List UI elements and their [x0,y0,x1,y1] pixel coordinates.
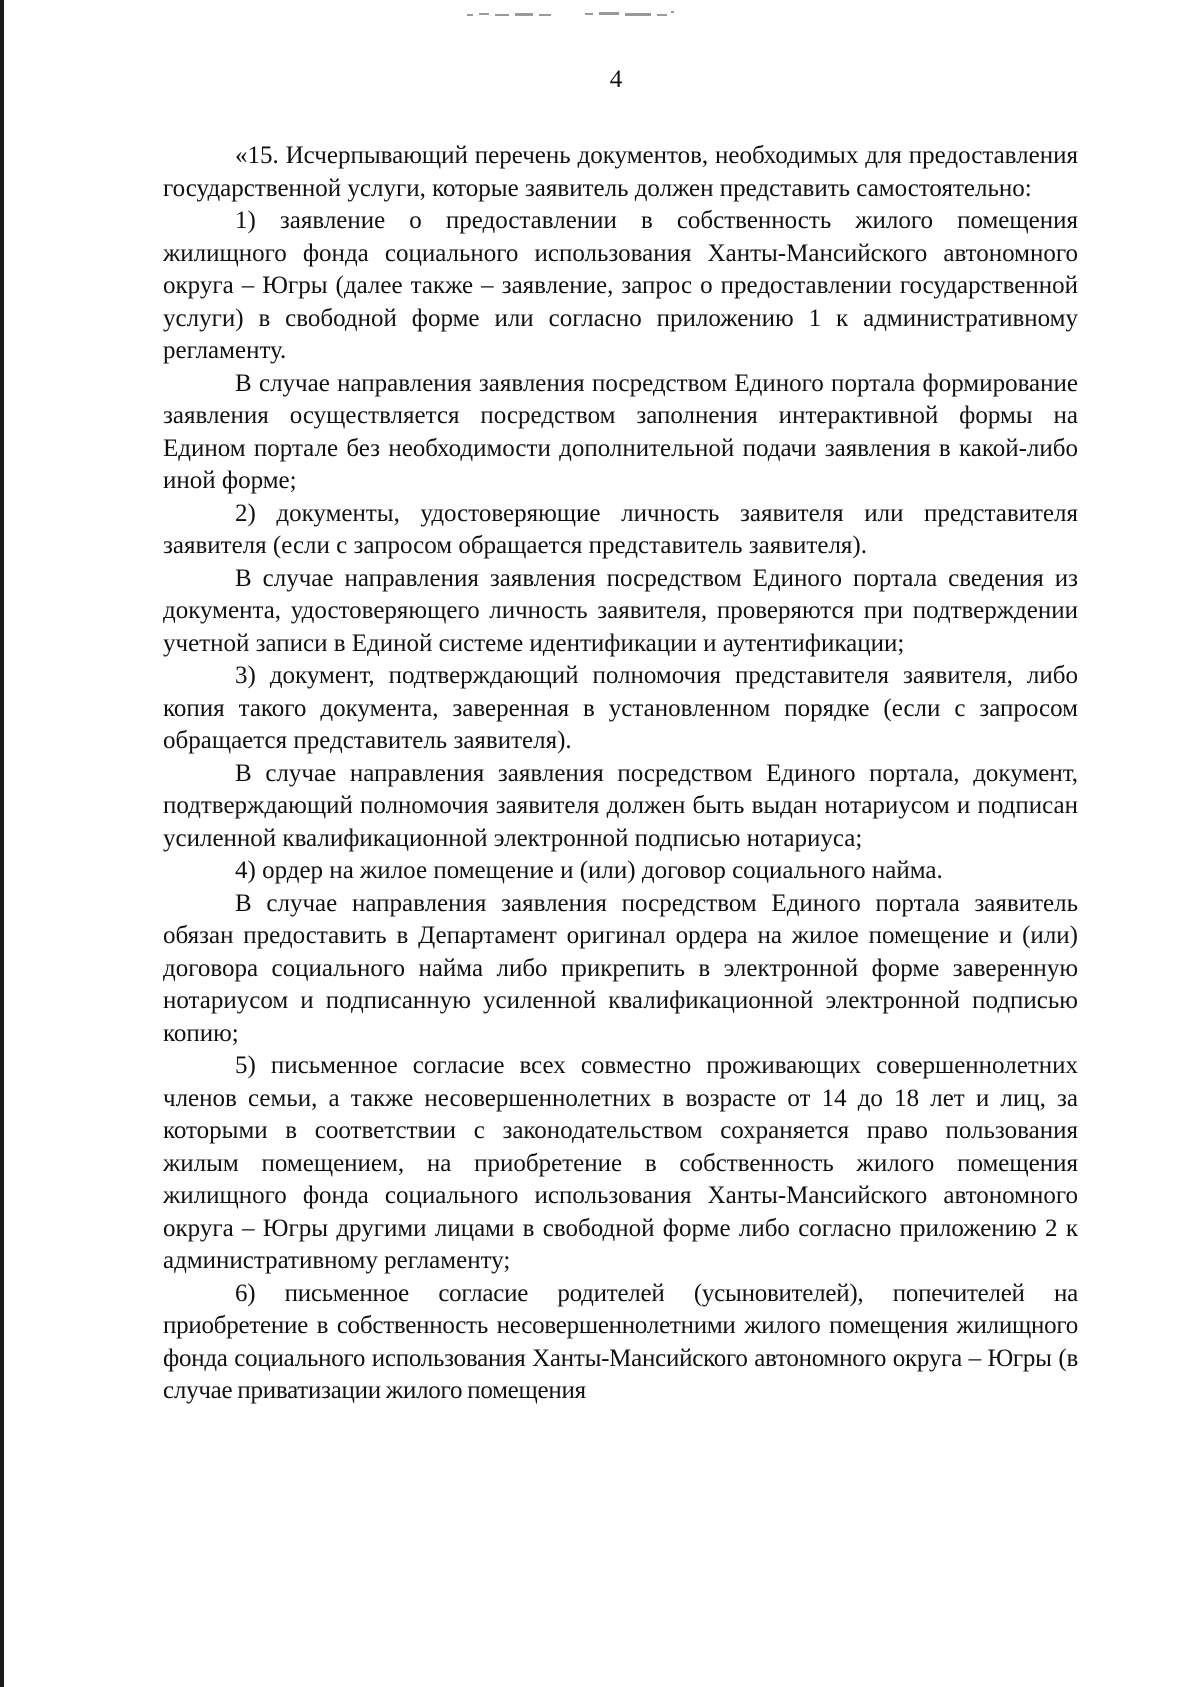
scan-artifact [465,8,725,22]
scan-border [0,0,4,1687]
paragraph-item-6: 6) письменное согласие родителей (усыновителей), попечителей на приобретение в собственность несовершеннолетними жилого помещения жилищного фонда социального использования Ханты-Мансийского автономного округа – Югры (в случае приватизации жилого помещения [163,1279,1078,1404]
paragraph-item-4: 4) ордер на жилое помещение и (или) договор социального найма. [235,857,943,884]
page-number: 4 [609,66,623,93]
paragraph-item-1-portal: В случае направления заявления посредством Единого портала формирование заявления осуществляется посредством заполнения интерактивной формы на Едином портале без необходимости дополнительной подачи заявления в какой-либо иной форме; [163,369,1078,494]
paragraph-item-5: 5) письменное согласие всех совместно проживающих совершеннолетних членов семьи, а также несовершеннолетних в возрасте от 14 до 18 лет и лиц, за которыми в соответствии с законодательством сохраняется право пользования жилым помещением, на приобретение в собственность жилого помещения жилищного фонда социального использования Ханты-Мансийского автономного округа – Югры другими лицами в свободной форме либо согласно приложению 2 к административному регламенту; [163,1052,1078,1274]
paragraph-item-2: 2) документы, удостоверяющие личность заявителя или представителя заявителя (если с запросом обращается представитель заявителя). [163,499,1078,559]
document-body [163,140,1078,1408]
paragraph-item-3-portal: В случае направления заявления посредством Единого портала, документ, подтверждающий полномочия заявителя должен быть выдан нотариусом и подписан усиленной квалификационной электронной подписью нотариуса; [163,759,1078,852]
paragraph-item-3: 3) документ, подтверждающий полномочия представителя заявителя, либо копия такого документа, заверенная в установленном порядке (если с запросом обращается представитель заявителя). [163,662,1078,754]
paragraph-item-2-portal: В случае направления заявления посредством Единого портала сведения из документа, удостоверяющего личность заявителя, проверяются при подтверждении учетной записи в Единой системе идентификации и аутентификации; [163,564,1078,657]
paragraph-intro: «15. Исчерпывающий перечень документов, необходимых для предоставления государственной услуги, которые заявитель должен представить самостоятельно: [163,142,1078,202]
paragraph-item-4-portal: В случае направления заявления посредством Единого портала заявитель обязан предоставить в Департамент оригинал ордера на жилое помещение и (или) договора социального найма либо прикрепить в электронной форме заверенную нотариусом и подписанную усиленной квалификационной электронной подписью копию; [163,889,1078,1047]
paragraph-item-1: 1) заявление о предоставлении в собственность жилого помещения жилищного фонда социального использования Ханты-Мансийского автономного округа – Югры (далее также – заявление, запрос о предоставлении государственной услуги) в свободной форме или согласно приложению 1 к административному регламенту. [163,207,1078,364]
